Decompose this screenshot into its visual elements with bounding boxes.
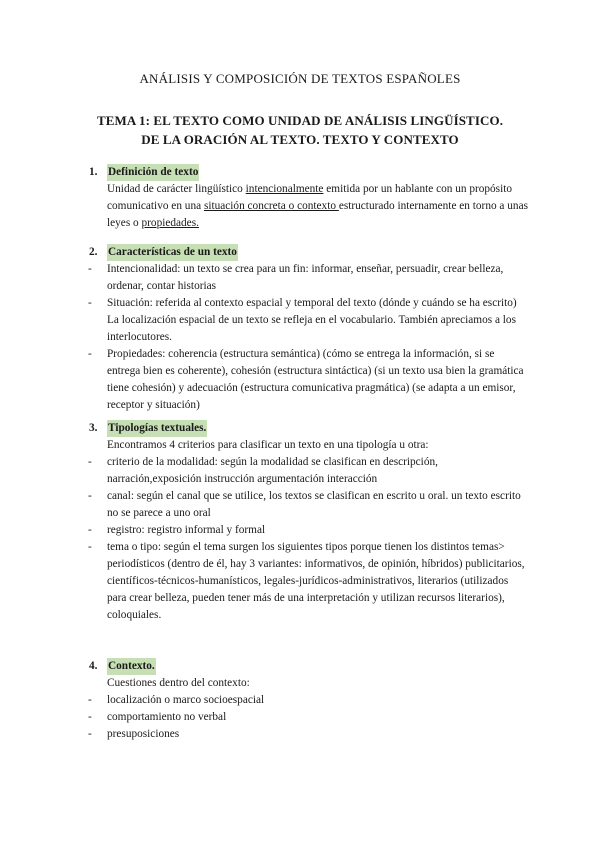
dash-bullet: -	[88, 456, 92, 468]
section-intro: Cuestiones dentro del contexto:	[107, 677, 250, 689]
underlined-term-propiedades: propiedades.	[141, 217, 199, 229]
section-label: Contexto.	[107, 658, 156, 675]
section-number: 3.	[89, 422, 98, 434]
list-item-text: registro: registro informal y formal	[107, 524, 266, 536]
section-definicion	[88, 164, 528, 232]
dash-bullet: -	[88, 711, 92, 723]
definition-paragraph	[107, 181, 528, 232]
section-label: Tipologías textuales.	[107, 420, 207, 437]
list-item-text: comportamiento no verbal	[107, 711, 227, 723]
bullet-list	[88, 261, 528, 414]
section-number: 2.	[89, 246, 98, 258]
list-item-text: Propiedades: coherencia (estructura semántica) (cómo se entrega la información, si se entrega bien es coherente), cohesión (estructura sintáctica) (si un texto usa bien la gramática tiene cohesión) y adecuación (estructura comunicativa pragmática) (se adapta a un emisor, receptor y situación)	[107, 348, 524, 411]
list-item	[88, 692, 528, 709]
section-label: Características de un texto	[107, 244, 238, 261]
list-item-text: localización o marco socioespacial	[107, 694, 265, 706]
bullet-list	[88, 454, 528, 624]
section-contexto	[88, 658, 528, 743]
list-item	[88, 539, 528, 624]
section-number: 4.	[89, 660, 98, 672]
underlined-term-situacion: situación concreta o contexto	[203, 200, 339, 212]
list-item-text: Intencionalidad: un texto se crea para un fin: informar, enseñar, persuadir, crear belleza, ordenar, contar historias	[107, 263, 504, 292]
dash-bullet: -	[88, 728, 92, 740]
list-item	[88, 709, 528, 726]
dash-bullet: -	[88, 263, 92, 275]
list-item-text: criterio de la modalidad: según la modalidad se clasifican en descripción, narración,exposición instrucción argumentación interacción	[107, 456, 438, 485]
dash-bullet: -	[88, 348, 92, 360]
list-item	[88, 488, 528, 522]
dash-bullet: -	[88, 524, 92, 536]
list-item	[88, 295, 528, 346]
list-item	[88, 454, 528, 488]
topic-title-line-1: TEMA 1: EL TEXTO COMO UNIDAD DE ANÁLISIS LINGÜÍSTICO.	[96, 113, 504, 128]
topic-title	[0, 111, 600, 149]
section-heading	[88, 420, 528, 437]
section-heading	[88, 658, 528, 675]
definition-text-3: estructurado internamente en torno a unas leyes o	[107, 200, 528, 229]
document-title: ANÁLISIS Y COMPOSICIÓN DE TEXTOS ESPAÑOLES	[139, 71, 461, 86]
list-item	[88, 726, 528, 743]
bullet-list	[88, 692, 528, 743]
section-caracteristicas	[88, 244, 528, 414]
dash-bullet: -	[88, 490, 92, 502]
definition-text-1: Unidad de carácter lingüístico	[107, 183, 246, 195]
list-item	[88, 346, 528, 414]
list-item	[88, 261, 528, 295]
list-item-text: tema o tipo: según el tema surgen los siguientes tipos porque tienen los distintos temas> periodísticos (dentro de él, hay 3 variantes: informativos, de opinión, híbridos) publicitarios, científicos-técnicos-humanísticos, legales-jurídicos-administrativos, literarios (utilizados para crear belleza, pueden tener más de una interpretación y utilizan recursos literarios), coloquiales.	[107, 541, 525, 621]
dash-bullet: -	[88, 297, 92, 309]
list-item-text: presuposiciones	[107, 728, 180, 740]
section-heading	[88, 244, 528, 261]
dash-bullet: -	[88, 541, 92, 553]
dash-bullet: -	[88, 694, 92, 706]
section-tipologias	[88, 420, 528, 624]
definition-text-2: emitida por un hablante con un propósito comunicativo en una	[107, 183, 513, 212]
list-item-text: Situación: referida al contexto espacial y temporal del texto (dónde y cuándo se ha escrito) La localización espacial de un texto se refleja en el vocabulario. También apreciamos a los interlocutores.	[107, 297, 517, 343]
section-heading	[88, 164, 528, 181]
section-intro: Encontramos 4 criterios para clasificar un texto en una tipología u otra:	[107, 439, 429, 451]
section-label: Definición de texto	[107, 164, 199, 181]
topic-title-line-2: DE LA ORACIÓN AL TEXTO. TEXTO Y CONTEXTO	[141, 132, 459, 147]
section-number: 1.	[89, 166, 98, 178]
list-item-text: canal: según el canal que se utilice, los textos se clasifican en escrito u oral. un texto escrito no se parece a uno oral	[107, 490, 521, 519]
underlined-term-intencionalmente: intencionalmente	[245, 183, 324, 195]
list-item	[88, 522, 528, 539]
